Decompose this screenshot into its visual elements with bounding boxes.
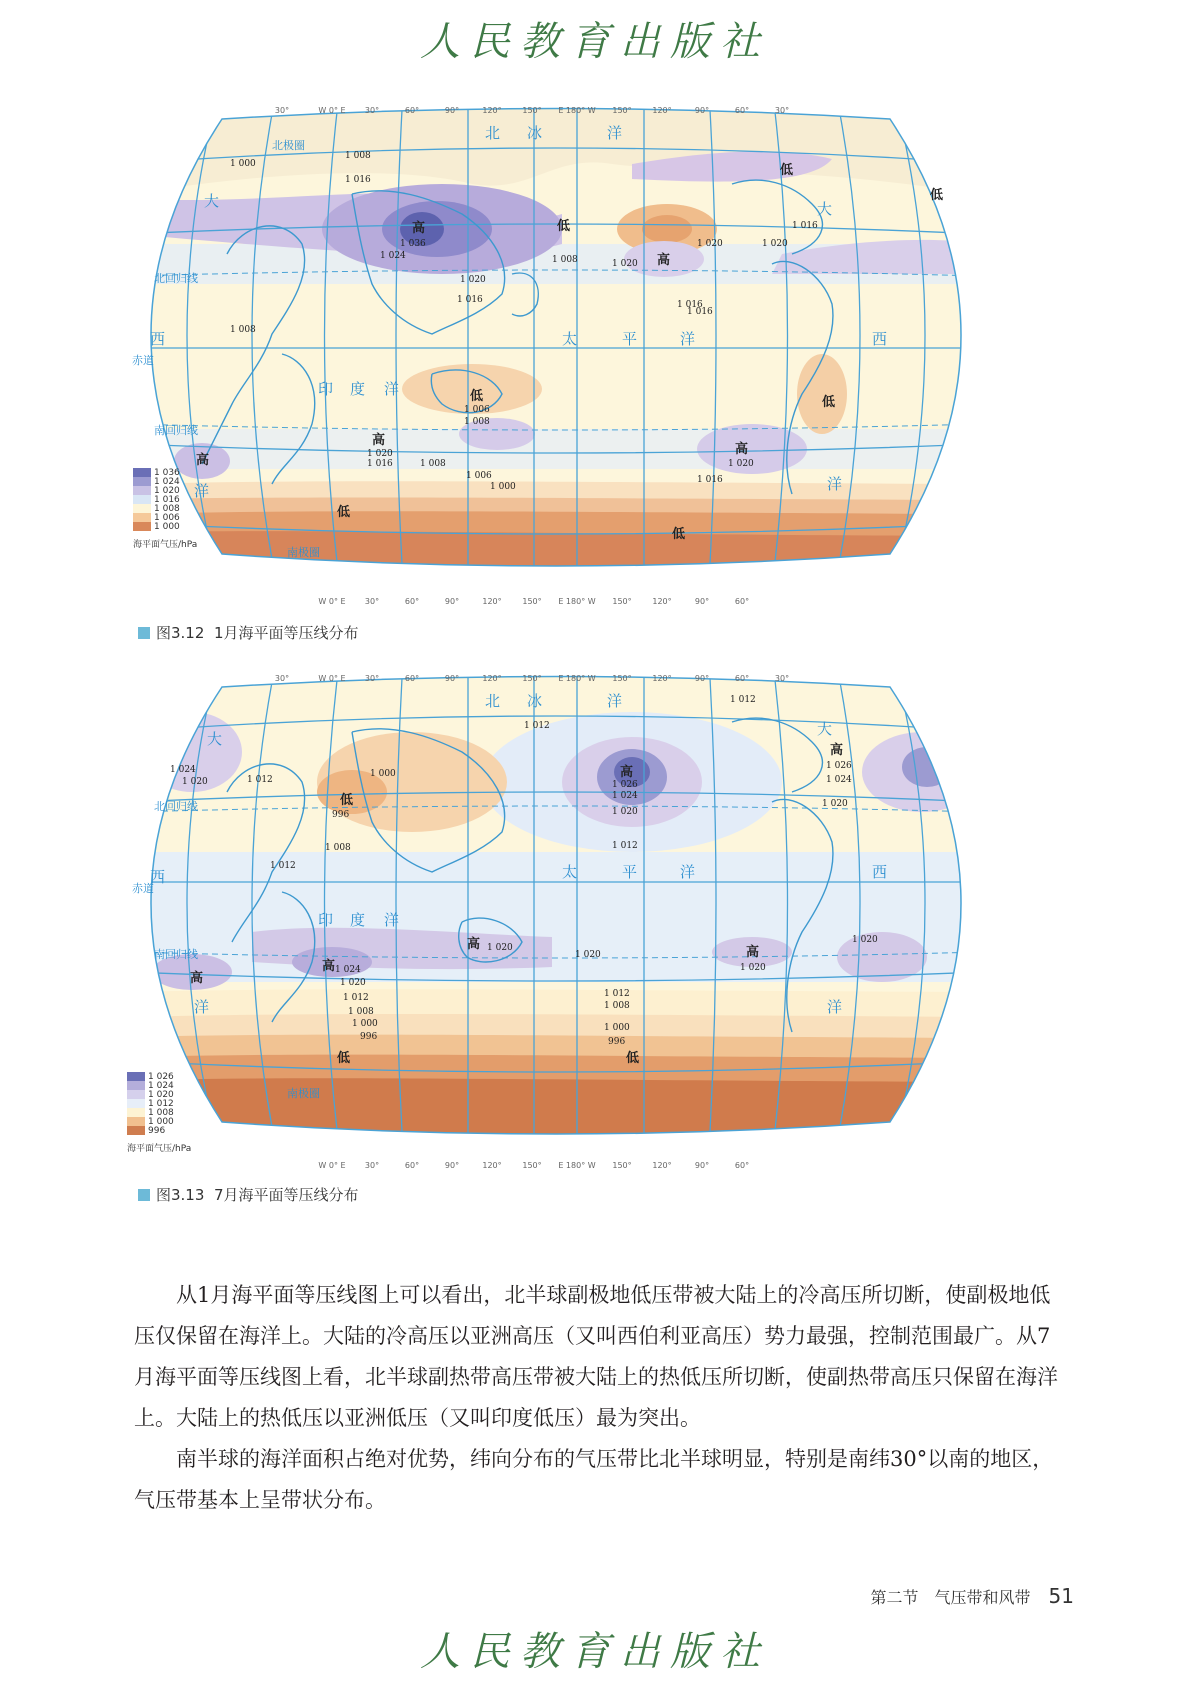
tick-bottom: 150°	[522, 597, 542, 606]
isobar-value: 1 016	[687, 307, 713, 317]
ocean-char: 洋	[194, 998, 210, 1016]
isobar-value: 1 008	[348, 1007, 374, 1017]
pressure-center: 低	[930, 188, 944, 203]
isobar-value: 996	[360, 1032, 378, 1042]
ocean-char: 大	[817, 720, 833, 738]
isobar-value: 1 016	[697, 475, 723, 485]
isobar-value: 1 020	[487, 943, 513, 953]
isobar-value: 1 012	[343, 993, 369, 1003]
tick-bottom: 60°	[734, 1161, 750, 1170]
isobar-value: 1 036	[400, 239, 426, 249]
isobar-value: 1 012	[270, 861, 296, 871]
ocean-char: 洋	[680, 330, 698, 348]
ocean-char: 平	[622, 863, 638, 881]
tick-top: W 0° E	[318, 674, 346, 683]
ocean-char: 西	[150, 868, 166, 886]
ocean-char: 度	[350, 911, 366, 929]
tick-bottom: 120°	[652, 1161, 672, 1170]
ocean-char: 大	[817, 200, 835, 218]
ocean-char: 洋	[384, 380, 402, 398]
isobar-value: 1 012	[604, 989, 630, 999]
isobar-value: 1 006	[466, 471, 492, 481]
pressure-center: 高	[196, 453, 210, 468]
pressure-center: 低	[672, 527, 686, 542]
pressure-center: 低	[780, 163, 794, 178]
isobar-value: 1 020	[367, 449, 393, 459]
arctic-circle-label: 北极圈	[272, 139, 305, 152]
tick-bottom: 90°	[444, 597, 460, 606]
equator-label: 赤道	[132, 354, 154, 367]
tick-bottom: 90°	[444, 1161, 460, 1170]
pressure-center: 高	[657, 253, 671, 268]
legend-january: 1 036 1 024 1 020 1 016 1 008 1 006 1 000 海平面气压/hPa	[133, 467, 198, 550]
tick-bottom: 150°	[612, 597, 632, 606]
equator-label: 赤道	[132, 882, 154, 895]
isobar-value: 1 016	[677, 300, 703, 310]
pressure-center: 低	[470, 389, 484, 404]
tick-top: 60°	[734, 106, 750, 115]
ocean-char: 洋	[607, 124, 625, 142]
isobar-value: 1 000	[604, 1023, 630, 1033]
antarctic-circle-label: 南极圈	[287, 1087, 320, 1100]
isobar-value: 1 026	[826, 761, 852, 771]
ocean-char: 印	[318, 911, 334, 929]
tick-bottom: 150°	[522, 1161, 542, 1170]
paragraph: 从1月海平面等压线图上可以看出，北半球副极地低压带被大陆上的冷高压所切断，使副极地低压仅保留在海洋上。大陆的冷高压以亚洲高压（又叫西伯利亚高压）势力最强，控制范围最广。从7月海平面等压线图上看，北半球副热带高压带被大陆上的热低压所切断，使副热带高压只保留在海洋上。大陆上的热低压以亚洲低压（又叫印度低压）最为突出。	[134, 1283, 1058, 1430]
isobar-value: 1 020	[697, 239, 723, 249]
tick-bottom: 120°	[482, 1161, 502, 1170]
tick-bottom: 30°	[364, 1161, 380, 1170]
figure-caption-1: 图3.12 1月海平面等压线分布	[138, 622, 359, 643]
ocean-char: 大	[204, 192, 222, 210]
ocean-char: 太	[562, 330, 580, 348]
isobar-value: 1 024	[612, 791, 638, 801]
ocean-char: 洋	[827, 998, 843, 1016]
tick-top: 150°	[522, 674, 542, 683]
ocean-char: 冰	[527, 692, 543, 710]
isobar-value: 1 016	[457, 295, 483, 305]
isobar-value: 1 024	[380, 251, 406, 261]
tick-bottom: 120°	[652, 597, 672, 606]
pressure-center: 低	[557, 219, 571, 234]
ocean-char: 洋	[384, 911, 400, 929]
isobar-value: 1 012	[524, 721, 550, 731]
isobar-value: 1 016	[367, 459, 393, 469]
isobar-value: 1 016	[792, 221, 818, 231]
ocean-char: 冰	[527, 124, 545, 142]
tick-top: 30°	[774, 106, 790, 115]
isobar-value: 1 020	[575, 950, 601, 960]
isobar-value: 1 024	[335, 965, 361, 975]
publisher-logo-footer: 人民教育出版社	[420, 1629, 770, 1675]
isobar-value: 1 020	[182, 777, 208, 787]
tick-bottom: 90°	[694, 1161, 710, 1170]
caption-marker-icon	[138, 627, 150, 639]
isobar-value: 1 012	[612, 841, 638, 851]
isobar-value: 996	[332, 810, 350, 820]
isobar-value: 1 008	[464, 417, 490, 427]
isobar-value: 1 000	[352, 1019, 378, 1029]
pressure-center: 高	[467, 937, 481, 952]
tick-bottom: 150°	[612, 1161, 632, 1170]
isobar-value: 1 024	[826, 775, 852, 785]
tick-bottom: 30°	[364, 597, 380, 606]
isobar-value: 1 020	[852, 935, 878, 945]
tick-bottom: W 0° E	[318, 1161, 346, 1170]
isobar-value: 1 020	[762, 239, 788, 249]
pressure-center: 低	[340, 793, 354, 808]
isobar-value: 1 020	[728, 459, 754, 469]
tick-top: E 180° W	[558, 674, 596, 683]
tick-top: 60°	[404, 674, 420, 683]
isobar-value: 1 008	[345, 151, 371, 161]
ocean-char: 洋	[827, 475, 845, 493]
tropic-capricorn-label: 南回归线	[154, 948, 198, 961]
tick-bottom: W 0° E	[318, 597, 346, 606]
isobar-value: 996	[608, 1037, 626, 1047]
tick-top: 60°	[404, 106, 420, 115]
tick-top: 90°	[694, 674, 710, 683]
isobar-value: 1 020	[612, 259, 638, 269]
legend-july: 1 026 1 024 1 020 1 012 1 008 1 000 996 海平面气压/hPa	[127, 1071, 192, 1154]
tick-top: 150°	[522, 106, 542, 115]
pressure-center: 高	[190, 971, 204, 986]
isobar-value: 1 020	[460, 275, 486, 285]
ocean-char: 大	[207, 730, 223, 748]
body-text	[134, 1275, 1064, 1521]
tick-top: 30°	[774, 674, 790, 683]
isobar-value: 1 008	[230, 325, 256, 335]
isobar-value: 1 024	[170, 765, 196, 775]
pressure-center: 高	[412, 221, 426, 236]
pressure-center: 低	[337, 505, 351, 520]
tropic-capricorn-label: 南回归线	[154, 424, 198, 437]
publisher-logo-header: 人民教育出版社	[420, 19, 770, 65]
tick-top: 120°	[482, 106, 502, 115]
running-footer	[871, 1584, 1074, 1608]
ocean-char: 平	[622, 330, 640, 348]
tick-top: 150°	[612, 674, 632, 683]
tick-top: E 180° W	[558, 106, 596, 115]
pressure-center: 低	[626, 1051, 640, 1066]
isobar-value: 1 008	[604, 1001, 630, 1011]
tick-top: 30°	[364, 106, 380, 115]
tick-top: 150°	[612, 106, 632, 115]
isobar-value: 1 020	[822, 799, 848, 809]
tick-bottom: 60°	[404, 597, 420, 606]
pressure-center: 高	[830, 743, 844, 758]
tick-top: 30°	[364, 674, 380, 683]
isobar-value: 1 000	[490, 482, 516, 492]
tick-bottom: E 180° W	[558, 1161, 596, 1170]
isobar-value: 1 000	[230, 159, 256, 169]
pressure-center: 低	[337, 1051, 351, 1066]
ocean-char: 洋	[607, 692, 623, 710]
antarctic-circle-label: 南极圈	[287, 546, 320, 559]
section-title: 第二节 气压带和风带	[870, 1588, 1031, 1607]
tropic-cancer-label: 北回归线	[154, 800, 198, 813]
figure-caption-2: 图3.13 7月海平面等压线分布	[138, 1184, 359, 1205]
pressure-center: 高	[620, 765, 634, 780]
pressure-center: 高	[322, 959, 336, 974]
pressure-center: 高	[746, 945, 760, 960]
ocean-char: 度	[350, 380, 368, 398]
ocean-char: 西	[872, 863, 888, 881]
isobar-value: 1 008	[420, 459, 446, 469]
tick-bottom: 120°	[482, 597, 502, 606]
tick-top: 90°	[694, 106, 710, 115]
ocean-char: 北	[485, 124, 503, 142]
isobar-value: 1 016	[345, 175, 371, 185]
pressure-center: 低	[822, 395, 836, 410]
tropic-cancer-label: 北回归线	[154, 272, 198, 285]
map-july-isobars	[132, 672, 980, 1174]
pressure-center: 高	[735, 442, 749, 457]
ocean-char: 太	[562, 863, 578, 881]
isobar-value: 1 008	[325, 843, 351, 853]
ocean-char: 北	[485, 692, 501, 710]
tick-top: 30°	[274, 674, 290, 683]
tick-top: 60°	[734, 674, 750, 683]
ocean-char: 洋	[194, 482, 212, 500]
tick-bottom: 60°	[734, 597, 750, 606]
ocean-char: 西	[150, 330, 168, 348]
isobar-value: 1 026	[612, 780, 638, 790]
tick-top: 30°	[274, 106, 290, 115]
ocean-char: 洋	[680, 863, 696, 881]
pressure-center: 高	[372, 433, 386, 448]
tick-top: 120°	[652, 106, 672, 115]
tick-bottom: 90°	[694, 597, 710, 606]
tick-top: W 0° E	[318, 106, 346, 115]
isobar-value: 1 020	[340, 978, 366, 988]
tick-top: 120°	[652, 674, 672, 683]
tick-top: 120°	[482, 674, 502, 683]
map-january-isobars	[132, 104, 980, 609]
tick-bottom: 60°	[404, 1161, 420, 1170]
isobar-value: 1 000	[370, 769, 396, 779]
isobar-value: 1 020	[612, 807, 638, 817]
isobar-value: 1 020	[740, 963, 766, 973]
ocean-char: 西	[872, 330, 890, 348]
tick-bottom: E 180° W	[558, 597, 596, 606]
page-number: 51	[1048, 1584, 1074, 1608]
tick-top: 90°	[444, 674, 460, 683]
isobar-value: 1 008	[552, 255, 578, 265]
isobar-value: 1 012	[730, 695, 756, 705]
ocean-char: 印	[318, 380, 336, 398]
paragraph: 南半球的海洋面积占绝对优势，纬向分布的气压带比北半球明显，特别是南纬30°以南的地区，气压带基本上呈带状分布。	[134, 1447, 1054, 1512]
isobar-value: 1 012	[247, 775, 273, 785]
tick-top: 90°	[444, 106, 460, 115]
caption-marker-icon	[138, 1189, 150, 1201]
isobar-value: 1 006	[464, 405, 490, 415]
